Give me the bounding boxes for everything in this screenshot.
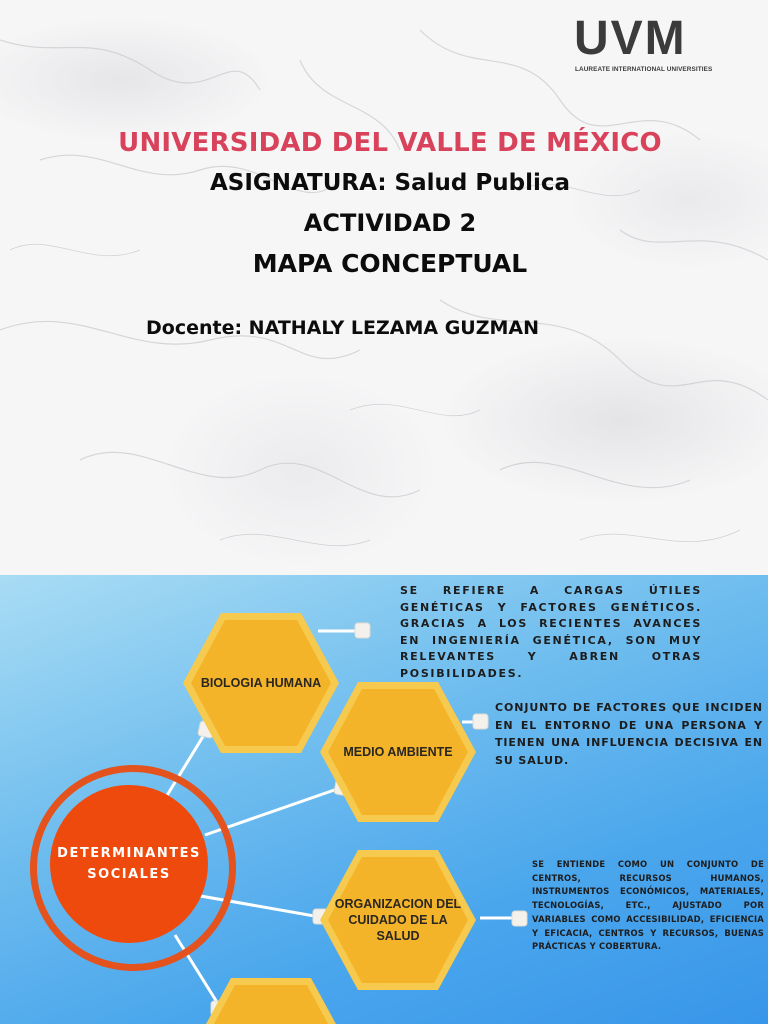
- activity-line: ACTIVIDAD 2: [303, 209, 477, 237]
- uvm-logo: [574, 14, 720, 78]
- node-partial-bottom: [190, 975, 352, 1024]
- node-label-line: SALUD: [376, 929, 420, 943]
- description-organizacion: SE ENTIENDE COMO UN CONJUNTO DE CENTROS, RECURSOS HUMANOS, INSTRUMENTOS ECONÓMICOS, MATERIALES, TECNOLOGÍAS, ETC., AJUSTADO POR VARIABLES COMO ACCESIBILIDAD, EFICIENCIA Y EFICACIA, CENTROS Y RECURSOS, BUENAS PRÁCTICAS Y COBERTURA.: [532, 859, 764, 952]
- node-label-line: BIOLOGIA HUMANA: [200, 676, 322, 690]
- center-label: [57, 843, 201, 885]
- node-label-line: ORGANIZACION DEL: [334, 897, 462, 911]
- node-label: [343, 744, 452, 760]
- node-label: [201, 675, 321, 691]
- logo-subtitle: LAUREATE INTERNATIONAL UNIVERSITIES: [575, 66, 713, 73]
- node-organizacion-cuidado-salud: [317, 847, 479, 993]
- description-biologia-humana: SE REFIERE A CARGAS ÚTILES GENÉTICAS Y FACTORES GENÉTICOS. GRACIAS A LOS RECIENTES AVANCES EN INGENIERÍA GENÉTICA, SON MUY RELEVANTES Y ABREN OTRAS POSIBILIDADES.: [400, 584, 702, 680]
- connector-node: [355, 623, 370, 638]
- document-type-line: MAPA CONCEPTUAL: [252, 249, 528, 278]
- university-title: UNIVERSIDAD DEL VALLE DE MÉXICO: [118, 128, 662, 158]
- center-circle: [50, 785, 208, 943]
- subject-line: ASIGNATURA: Salud Publica: [209, 170, 570, 196]
- center-label-line: SOCIALES: [87, 867, 171, 882]
- hexagon-shape: [190, 975, 352, 1024]
- node-label-line: MEDIO AMBIENTE: [343, 745, 453, 759]
- node-medio-ambiente: [317, 679, 479, 825]
- connector-node: [512, 911, 527, 926]
- node-label: [335, 896, 461, 944]
- center-label-line: DETERMINANTES: [57, 846, 201, 861]
- node-label-line: CUIDADO DE LA: [348, 913, 448, 927]
- description-medio-ambiente: CONJUNTO DE FACTORES QUE INCIDEN EN EL ENTORNO DE UNA PERSONA Y TIENEN UNA INFLUENCIA DECISIVA EN SU SALUD.: [495, 701, 763, 767]
- teacher-line: Docente: NATHALY LEZAMA GUZMAN: [146, 317, 540, 339]
- concept-map-page: [0, 575, 768, 1024]
- logo-wordmark: UVM: [574, 12, 687, 65]
